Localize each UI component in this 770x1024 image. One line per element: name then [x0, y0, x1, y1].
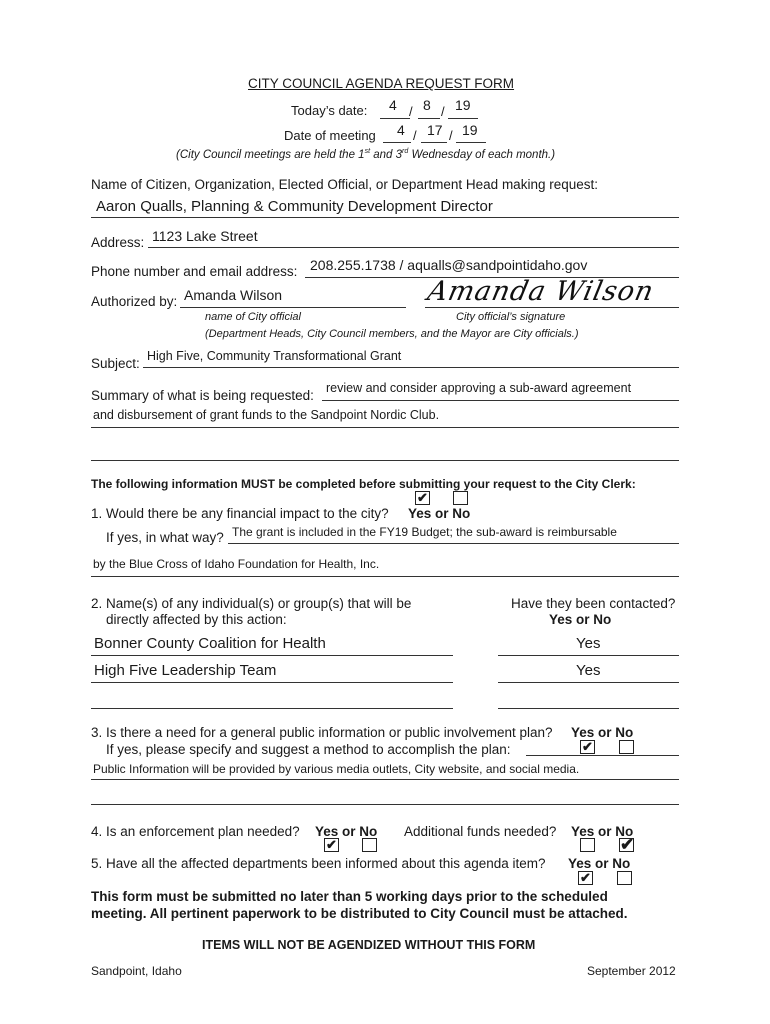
deadline-line-1: This form must be submitted no later than 5 working days prior to the scheduled	[91, 889, 608, 904]
q1-no-checkbox[interactable]	[453, 491, 468, 505]
q4-yes-no: Yes or No	[315, 824, 378, 839]
summary-line-1[interactable]: review and consider approving a sub-award agreement	[326, 381, 632, 395]
q1-followup-label: If yes, in what way?	[106, 530, 224, 545]
todays-date-label: Today’s date:	[291, 103, 368, 118]
q4-funds-no-checkbox[interactable]: ✔	[620, 835, 635, 854]
q4-funds-yes-checkbox[interactable]	[580, 838, 595, 852]
q4-no-checkbox[interactable]	[362, 838, 377, 852]
q4-funds-question: Additional funds needed?	[404, 824, 557, 839]
q3-yes-checkbox[interactable]: ✔	[580, 740, 595, 754]
meeting-date-label: Date of meeting	[284, 128, 376, 143]
must-note: The following information MUST be completed before submitting your request to the City Clerk:	[91, 477, 636, 491]
q4-yes-checkbox[interactable]: ✔	[324, 838, 339, 852]
todays-date-month[interactable]: 4	[389, 97, 397, 113]
q1-followup-line-2[interactable]: by the Blue Cross of Idaho Foundation for Health, Inc.	[93, 557, 380, 571]
authorized-value[interactable]: Amanda Wilson	[184, 287, 283, 303]
summary-line-2[interactable]: and disbursement of grant funds to the Sandpoint Nordic Club.	[93, 408, 440, 422]
footer-location: Sandpoint, Idaho	[91, 964, 182, 978]
subject-label: Subject:	[91, 356, 140, 371]
meetings-note: (City Council meetings are held the 1st and 3rd Wednesday of each month.)	[176, 148, 556, 161]
requester-value[interactable]: Aaron Qualls, Planning & Community Development Director	[96, 198, 493, 215]
officials-note: (Department Heads, City Council members, and the Mayor are City officials.)	[205, 328, 579, 340]
q1-followup-line-1[interactable]: The grant is included in the FY19 Budget; the sub-award is reimbursable	[232, 525, 617, 539]
q2-row-1-contacted[interactable]: Yes	[576, 635, 601, 652]
phone-label: Phone number and email address:	[91, 264, 298, 279]
meeting-date-day[interactable]: 17	[427, 122, 443, 138]
q1-question: 1. Would there be any financial impact to the city?	[91, 506, 389, 521]
q3-answer[interactable]: Public Information will be provided by various media outlets, City website, and social media.	[93, 762, 580, 776]
q5-no-checkbox[interactable]	[617, 871, 632, 885]
q1-yes-no: Yes or No	[408, 506, 471, 521]
q4-funds-yes-no: Yes or No	[571, 824, 634, 839]
summary-label: Summary of what is being requested:	[91, 388, 314, 403]
authorized-label: Authorized by:	[91, 294, 178, 309]
meeting-date-year[interactable]: 19	[462, 122, 478, 138]
q3-yes-no: Yes or No	[571, 725, 634, 740]
form-title: CITY COUNCIL AGENDA REQUEST FORM	[248, 76, 515, 91]
q2-question-line-2: directly affected by this action:	[106, 612, 287, 627]
q5-yes-checkbox[interactable]: ✔	[578, 871, 593, 885]
q1-yes-checkbox[interactable]: ✔	[415, 491, 430, 505]
q2-contacted-yes-no: Yes or No	[549, 612, 612, 627]
footer-revision: September 2012	[587, 964, 676, 978]
address-label: Address:	[91, 235, 145, 250]
q2-contacted-label: Have they been contacted?	[511, 596, 676, 611]
q3-question-line-1: 3. Is there a need for a general public information or public involvement plan?	[91, 725, 553, 740]
address-value[interactable]: 1123 Lake Street	[152, 228, 258, 244]
q2-row-2-contacted[interactable]: Yes	[576, 662, 601, 679]
q5-yes-no: Yes or No	[568, 856, 631, 871]
agendize-warning: ITEMS WILL NOT BE AGENDIZED WITHOUT THIS FORM	[202, 938, 536, 952]
requester-label: Name of Citizen, Organization, Elected Official, or Department Head making request:	[91, 177, 598, 192]
todays-date-day[interactable]: 8	[423, 97, 431, 113]
q3-no-checkbox[interactable]	[619, 740, 634, 754]
q2-question-line-1: 2. Name(s) of any individual(s) or group(s) that will be	[91, 596, 412, 611]
meeting-date-month[interactable]: 4	[397, 122, 405, 138]
q3-question-line-2: If yes, please specify and suggest a method to accomplish the plan:	[106, 742, 511, 757]
phone-value[interactable]: 208.255.1738 / aqualls@sandpointidaho.gov	[310, 257, 588, 273]
deadline-line-2: meeting. All pertinent paperwork to be distributed to City Council must be attached.	[91, 906, 628, 921]
official-signature[interactable]: Amanda Wilson	[424, 276, 657, 307]
q2-row-2-name[interactable]: High Five Leadership Team	[94, 662, 277, 679]
subject-value[interactable]: High Five, Community Transformational Grant	[147, 349, 402, 363]
q5-question: 5. Have all the affected departments been informed about this agenda item?	[91, 856, 546, 871]
signature-caption: City official’s signature	[456, 311, 566, 323]
q4-question: 4. Is an enforcement plan needed?	[91, 824, 300, 839]
name-caption: name of City official	[205, 311, 301, 323]
todays-date-year[interactable]: 19	[455, 97, 471, 113]
q2-row-1-name[interactable]: Bonner County Coalition for Health	[94, 635, 326, 652]
